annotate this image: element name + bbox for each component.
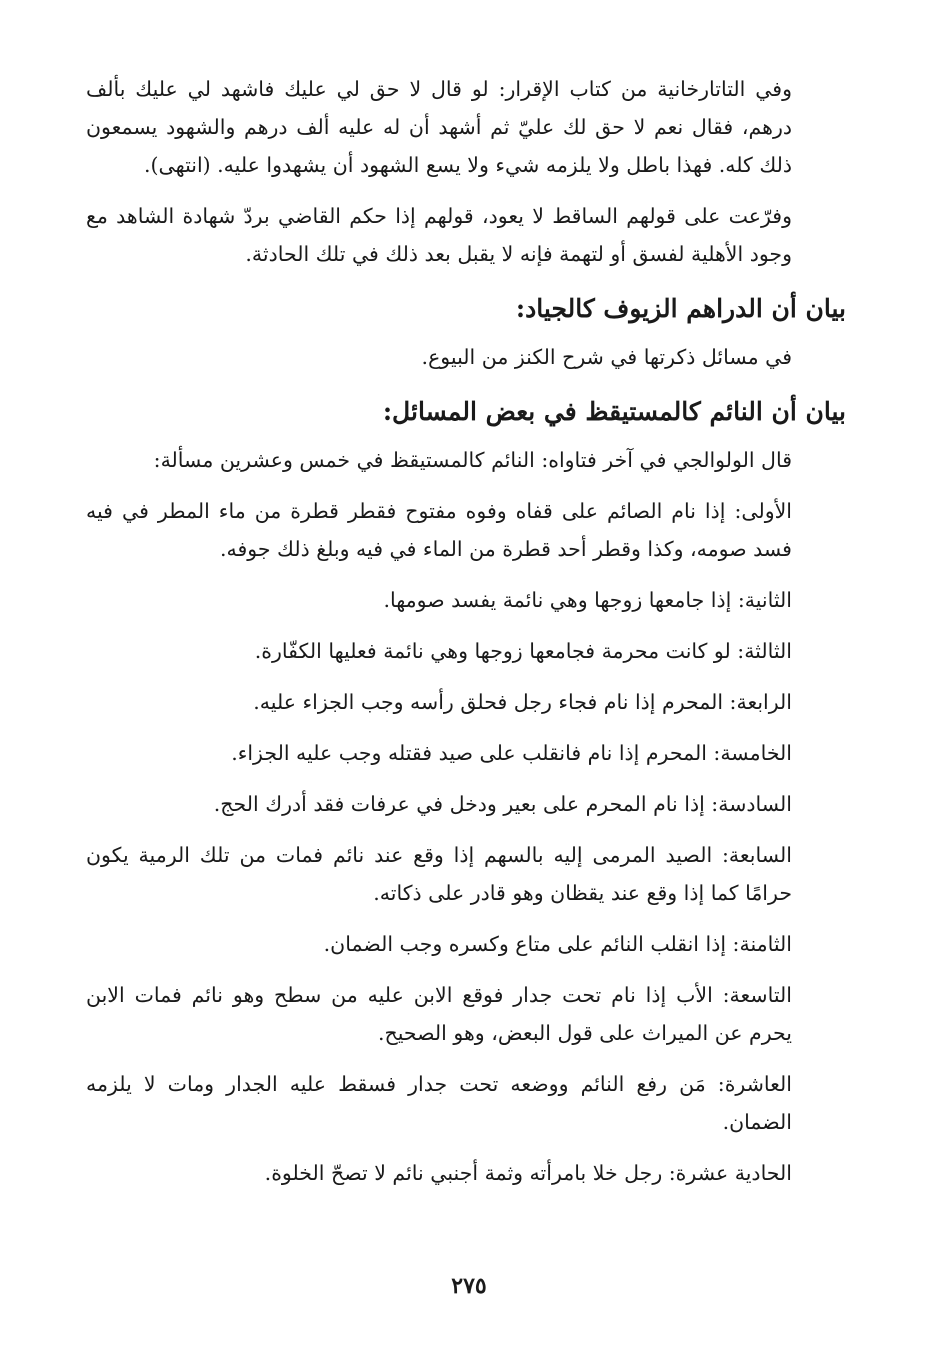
list-item: الثالثة: لو كانت محرمة فجامعها زوجها وهي نائمة فعليها الكفّارة. <box>254 639 792 663</box>
list-item: الخامسة: المحرم إذا نام فانقلب على صيد فقتله وجب عليه الجزاء. <box>231 741 792 765</box>
paragraph: وفي التاتارخانية من كتاب الإقرار: لو قال لا حق لي عليك فاشهد لي عليك بألف درهم، فقال نعم لا حق لك عليّ ثم أشهد أن له عليه ألف درهم والشهود يسمعون ذلك كله. فهذا باطل ولا يلزمه شيء ولا يسع الشهود أن يشهدوا عليه. (انتهى). <box>86 77 792 177</box>
list-item: السابعة: الصيد المرمى إليه بالسهم إذا وقع عند نائم فمات من تلك الرمية يكون حرامًا كما إذا وقع عند يقظان وهو قادر على ذكاته. <box>86 843 792 905</box>
list-item: السادسة: إذا نام المحرم على بعير ودخل في عرفات فقد أدرك الحج. <box>213 792 792 816</box>
list-item: الثانية: إذا جامعها زوجها وهي نائمة يفسد صومها. <box>383 588 792 612</box>
list-item: الثامنة: إذا انقلب النائم على متاع وكسره وجب الضمان. <box>323 932 792 956</box>
list-item: العاشرة: مَن رفع النائم ووضعه تحت جدار فسقط عليه الجدار ومات لا يلزمه الضمان. <box>86 1072 792 1134</box>
paragraph: قال الولوالجي في آخر فتاواه: النائم كالمستيقظ في خمس وعشرين مسألة: <box>153 448 792 472</box>
list-item: الحادية عشرة: رجل خلا بامرأته وثمة أجنبي نائم لا تصحّ الخلوة. <box>264 1161 792 1185</box>
section-heading: بيان أن النائم كالمستيقظ في بعض المسائل: <box>382 397 846 426</box>
section-heading: بيان أن الدراهم الزيوف كالجياد: <box>515 294 846 323</box>
paragraph: في مسائل ذكرتها في شرح الكنز من البيوع. <box>421 345 792 369</box>
list-item: التاسعة: الأب إذا نام تحت جدار فوقع الابن عليه من سطح وهو نائم فمات الابن يحرم عن الميراث على قول البعض، وهو الصحيح. <box>86 983 792 1045</box>
list-item: الأولى: إذا نام الصائم على قفاه وفوه مفتوح فقطر قطرة من ماء المطر في فيه فسد صومه، وكذا وقطر أحد قطرة من الماء في فيه وبلغ ذلك جوفه. <box>86 499 792 561</box>
page-body <box>86 70 846 1205</box>
paragraph: وفرّعت على قولهم الساقط لا يعود، قولهم إذا حكم القاضي بردّ شهادة الشاهد مع وجود الأهلية لفسق أو لتهمة فإنه لا يقبل بعد ذلك في تلك الحادثة. <box>86 204 792 266</box>
list-item: الرابعة: المحرم إذا نام فجاء رجل فحلق رأسه وجب الجزاء عليه. <box>253 690 792 714</box>
page-number: ٢٧٥ <box>451 1273 487 1299</box>
